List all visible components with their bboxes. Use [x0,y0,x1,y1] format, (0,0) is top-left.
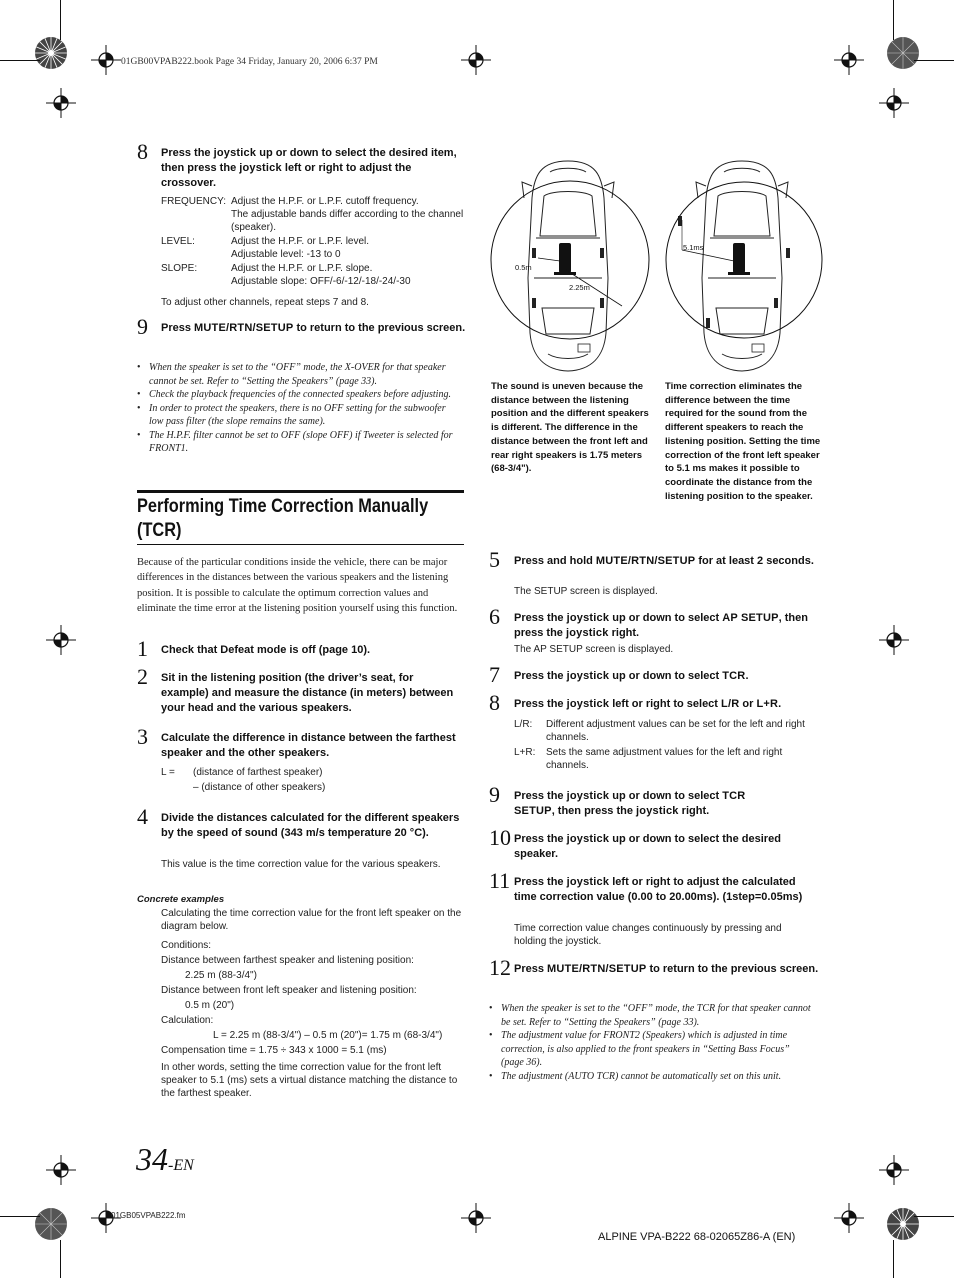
step-number: 9 [489,782,500,807]
note-item: • When the speaker is set to the “OFF” mode, the TCR for that speaker cannot be set. Refer to “Setting the Speakers” (page 33). [489,1002,814,1029]
step-number: 8 [137,139,148,164]
definition-key: FREQUENCY: [161,196,227,207]
keyword: joystick [566,876,610,888]
step-text: Divide the distances calculated for the different speakers by the speed of sound (343 m/s temperature 20 °C). [161,812,460,839]
step-text: Press and hold MUTE/RTN/SETUP for at least 2 seconds. [514,555,814,567]
page-number: 34-EN [136,1141,194,1177]
crop-line [0,60,40,61]
note-item: • In order to protect the speakers, there is no OFF setting for the subwoofer low pass filter (the slope remains the same). [137,402,457,429]
crop-line [893,1240,894,1278]
footer-file-name: 01GB05VPAB222.fm [111,1211,186,1220]
examples-body [161,907,466,1100]
step-text: Check that Defeat mode is off (page 10). [161,644,371,656]
definition-key: LEVEL: [161,236,195,247]
section-title: Performing Time Correction Manually (TCR) [137,496,429,541]
diagram-caption-left: The sound is uneven because the distance between the listening position and the different speakers is different. The difference in the distance between the front left and rear right speakers is 1.75 meters (68-3/4"). [491,381,649,475]
registration-starburst-icon [34,1207,68,1241]
keyword: joystick [566,833,610,845]
crosshair-mark-icon [834,45,864,75]
step-number: 11 [489,868,511,893]
crop-line [60,1240,61,1278]
step-number: 12 [489,955,511,980]
step-text: Press MUTE/RTN/SETUP to return to the previous screen. [161,322,466,334]
note-item: • The adjustment value for FRONT2 (Speakers) which is adjusted in time correction, is also applied to the front speakers in “Setting Bass Focus” (page 36). [489,1029,814,1070]
section-intro: Because of the particular conditions inside the vehicle, there can be major differences in the distances between the various speakers and the listening position. It is possible to calculate the optimum correction values and eliminate the time error at the listening position yourself using this function. [137,557,458,615]
step-text: Press the joystick up or down to select TCR SETUP, then press the joystick right. [514,790,746,817]
step-text: Press the joystick up or down to select TCR. [514,670,749,682]
formula-line: (distance of farthest speaker) [193,767,323,778]
keyword: joystick [239,162,282,174]
diagram-caption-right: Time correction eliminates the difference between the time required for the sound from the different speakers to reach the listening position. Setting the time correction of the front left speaker to 5.1 ms makes it possible to coordinate the distance from the listening position to the speaker. [665,381,821,502]
step-text: Press the joystick left or right to select L/R or L+R. [514,698,782,710]
step-number: 1 [137,636,148,661]
keyword: joystick [566,612,610,624]
crop-line [914,60,954,61]
examples-heading: Concrete examples [137,894,225,905]
keyword: MUTE/RTN/SETUP [547,963,647,975]
definition-key: L+R: [514,747,536,758]
step-number: 9 [137,314,148,339]
definition-value: Different adjustment values can be set for the left and right channels. [546,719,805,743]
keyword: MUTE/RTN/SETUP [595,555,696,567]
step-number: 2 [137,664,148,689]
crop-line [914,1216,954,1217]
keyword: L/R [721,698,740,710]
crosshair-mark-icon [461,1203,491,1233]
crossover-definition-list [161,195,466,288]
step-number: 3 [137,724,148,749]
keyword: joystick [566,670,610,682]
registration-starburst-icon [886,1207,920,1241]
definition-key: L/R: [514,719,533,730]
definition-key: SLOPE: [161,263,198,274]
examples-condition: Distance between front left speaker and listening position: [161,985,417,996]
step-text: Press the joystick up or down to select the desired speaker. [514,833,781,860]
distance-formula [161,766,461,794]
step-number: 4 [137,804,148,829]
step-number: 8 [489,690,500,715]
crosshair-mark-icon [879,88,909,118]
examples-value: 2.25 m (88-3/4") [185,970,257,981]
formula-line: – (distance of other speakers) [193,782,326,793]
definition-value: Adjust the H.P.F. or L.P.F. level. [231,236,370,247]
step-subtext: The SETUP screen is displayed. [514,586,658,597]
keyword: joystick [636,805,679,817]
definition-value: The adjustable bands differ according to the channel (speaker). [231,209,464,233]
step-number: 10 [489,825,511,850]
note-item: • The adjustment (AUTO TCR) cannot be automatically set on this unit. [489,1070,814,1084]
examples-condition: Distance between farthest speaker and listening position: [161,955,414,966]
step-subtext: The AP SETUP screen is displayed. [514,644,674,655]
crosshair-mark-icon [879,1155,909,1185]
step-subtext: Time correction value changes continuously by pressing and holding the joystick. [514,923,782,947]
notes-list [137,361,457,456]
step-text: Press MUTE/RTN/SETUP to return to the previous screen. [514,963,819,975]
examples-value: L = 2.25 m (88-3/4") – 0.5 m (20")= 1.75 m (68-3/4") [213,1030,443,1041]
definition-value: Adjustable slope: OFF/-6/-12/-18/-24/-30 [231,276,411,287]
definition-value: Adjust the H.P.F. or L.P.F. cutoff frequency. [231,196,419,207]
note-item: • Check the playback frequencies of the connected speakers before adjusting. [137,388,457,402]
footer-product-code: ALPINE VPA-B222 68-02065Z86-A (EN) [598,1231,796,1243]
crosshair-mark-icon [91,45,121,75]
keyword: TCR [722,670,746,682]
crop-line [893,0,894,40]
crop-line [0,1216,40,1217]
crop-line [60,0,61,40]
crosshair-mark-icon [46,88,76,118]
note-item: • The H.P.F. filter cannot be set to OFF (slope OFF) if Tweeter is selected for FRONT1. [137,429,457,456]
crosshair-mark-icon [879,625,909,655]
keyword: joystick [566,790,610,802]
step-text: Press the joystick up or down to select AP SETUP, then press the joystick right. [514,612,808,639]
step-number: 7 [489,662,500,687]
formula-key: L = [161,767,175,778]
crosshair-mark-icon [46,1155,76,1185]
step-text: Sit in the listening position (the driver’s seat, for example) and measure the distance (in meters) between your head and the various speakers. [161,672,454,714]
file-header-line: 01GB00VPAB222.book Page 34 Friday, January 20, 2006 6:37 PM [121,57,378,67]
section-rule-bottom [137,544,464,545]
notes-list [489,1002,814,1083]
definition-value: Adjust the H.P.F. or L.P.F. slope. [231,263,373,274]
examples-conditions: Conditions: [161,940,212,951]
examples-intro: Calculating the time correction value for the front left speaker on the diagram below. [161,908,462,932]
lr-definition-list [514,718,814,772]
keyword: MUTE/RTN/SETUP [194,322,294,334]
crosshair-mark-icon [834,1203,864,1233]
note-item: • When the speaker is set to the “OFF” mode, the X-OVER for that speaker cannot be set. Refer to “Setting the Speakers” (page 33). [137,361,457,388]
examples-compensation: Compensation time = 1.75 ÷ 343 x 1000 = 5.1 (ms) [161,1045,387,1056]
crosshair-mark-icon [461,45,491,75]
distance-label-near: 0.5m [515,263,532,272]
keyword: joystick [213,147,257,159]
definition-value: Adjustable level: -13 to 0 [231,249,341,260]
crosshair-mark-icon [46,625,76,655]
step-subtext: This value is the time correction value for the various speakers. [161,859,441,870]
time-label: 5.1ms [683,243,704,252]
step-text: Calculate the difference in distance between the farthest speaker and the other speakers. [161,732,456,759]
step-number: 5 [489,547,500,572]
registration-starburst-icon [886,36,920,70]
keyword: L+R [756,698,779,710]
keyword: TCR SETUP [514,790,746,817]
examples-calculation: Calculation: [161,1015,214,1026]
distance-label-far: 2.25m [569,283,590,292]
examples-outro: In other words, setting the time correction value for the front left speaker to 5.1 (ms) sets a virtual distance matching the distance to the farthest speaker. [161,1062,458,1099]
step-text: Press the joystick left or right to adjust the calculated time correction value (0.00 to 20.00ms). (1step=0.05ms) [514,876,803,903]
step-number: 6 [489,604,500,629]
keyword: joystick [566,698,610,710]
distance-circle-right [662,158,847,378]
repeat-instruction: To adjust other channels, repeat steps 7 and 8. [161,297,369,308]
examples-value: 0.5 m (20") [185,1000,235,1011]
definition-value: Sets the same adjustment values for the left and right channels. [546,747,783,771]
keyword: AP SETUP [722,612,779,624]
registration-starburst-icon [34,36,68,70]
keyword: joystick [565,627,609,639]
step-text: Press the joystick up or down to select the desired item, then press the joystick left or right to adjust the crossover. [161,147,457,189]
section-rule-top [137,490,464,493]
